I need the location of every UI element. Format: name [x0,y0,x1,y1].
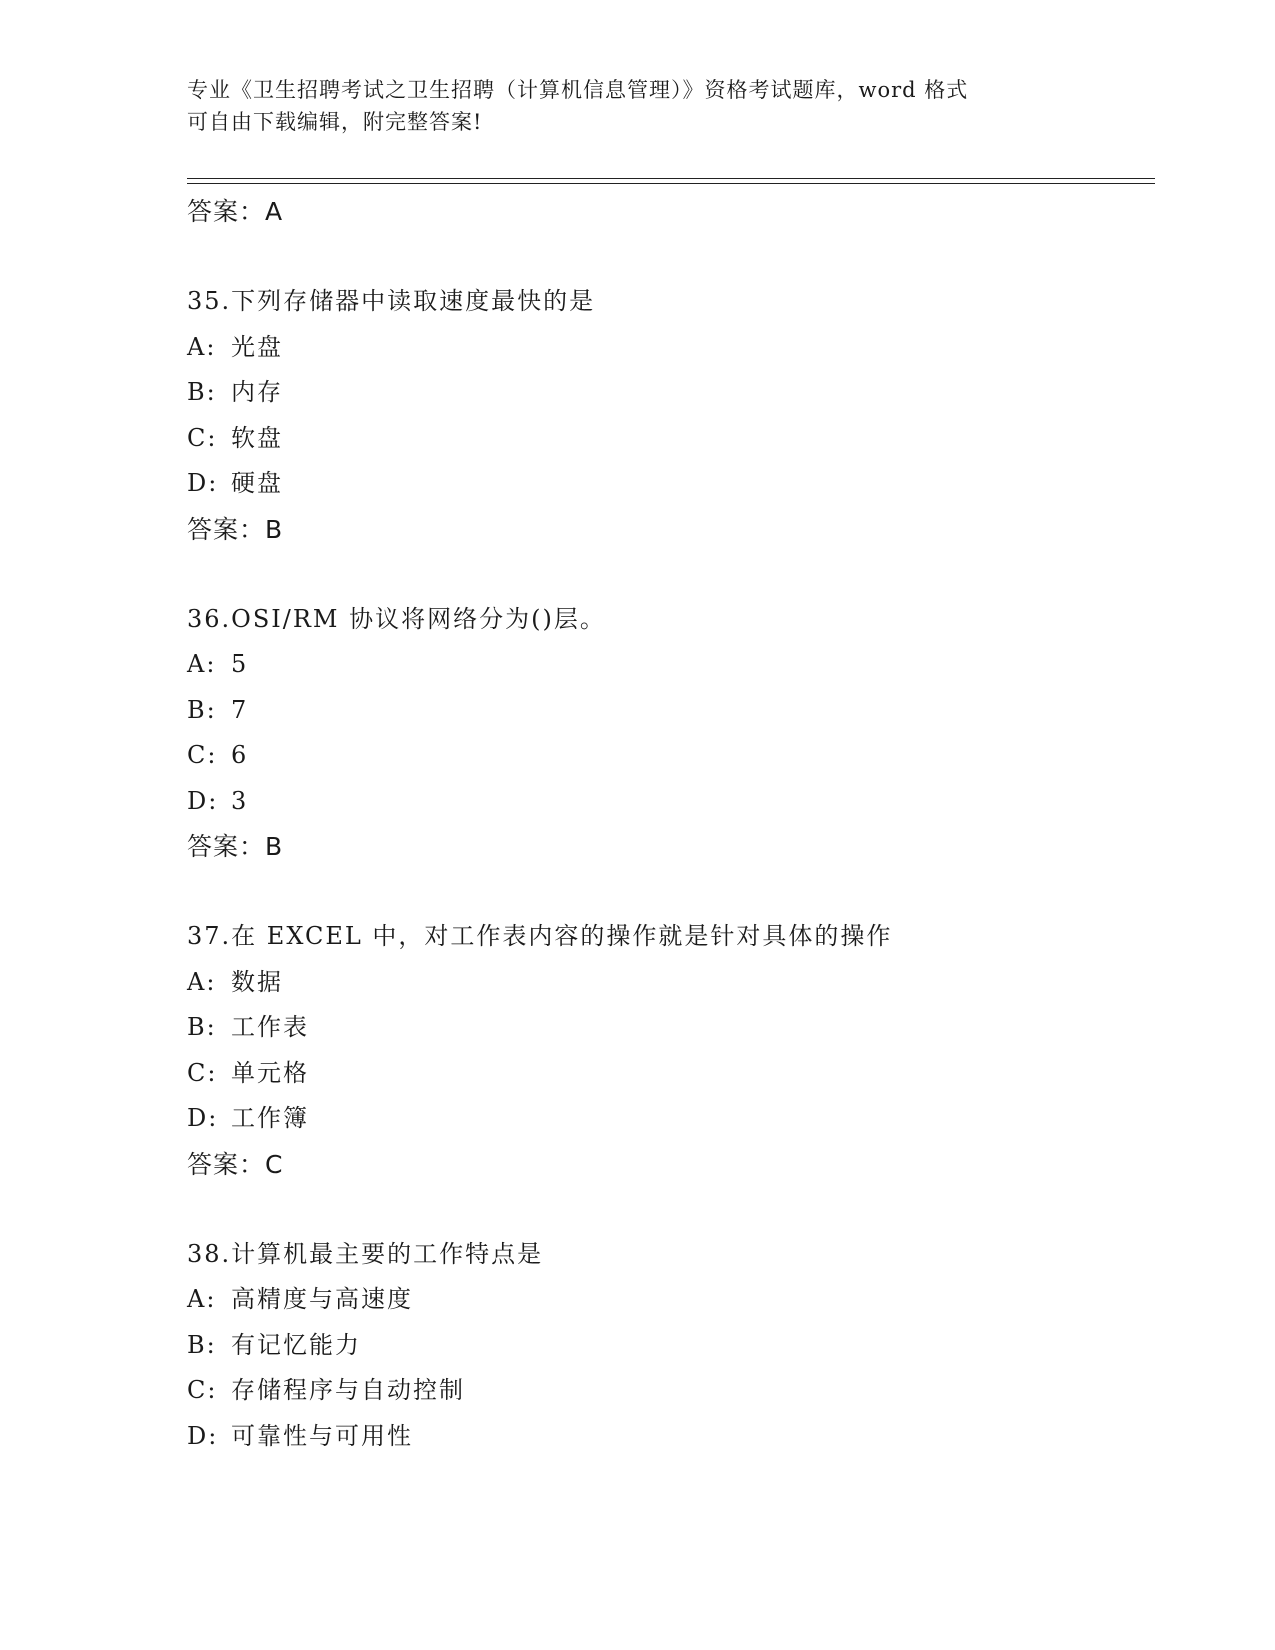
header-line-1: 专业《卫生招聘考试之卫生招聘（计算机信息管理）》资格考试题库，word 格式 [187,78,969,102]
option-a [187,1277,1147,1323]
option-a [187,325,1147,371]
option-letter: A: [187,650,217,678]
option-letter: C: [187,1376,218,1404]
option-b [187,370,1147,416]
option-text: 硬盘 [231,469,283,497]
question-list [187,189,1147,1459]
option-letter: D: [187,469,219,497]
option-letter: C: [187,741,218,769]
option-letter: A: [187,1285,217,1313]
option-text: 内存 [231,378,283,406]
option-text: 工作簿 [231,1104,309,1132]
option-text: 可靠性与可用性 [231,1421,413,1450]
question-37: 37.在 EXCEL 中，对工作表内容的操作就是针对具体的操作 [187,922,893,950]
option-letter: B: [187,1013,217,1041]
option-c [187,1368,1147,1414]
option-text: 5 [231,650,249,678]
header-rule-top [187,178,1155,179]
option-c [187,733,1147,779]
option-text: 单元格 [231,1058,309,1087]
option-text: 6 [231,741,249,769]
option-text: 存储程序与自动控制 [231,1376,465,1404]
answer-label: 答案：C [187,1149,284,1179]
option-text: 3 [231,786,249,815]
option-letter: B: [187,378,217,406]
document-header [187,74,1067,138]
option-b [187,1323,1147,1369]
option-text: 高精度与高速度 [231,1285,413,1313]
answer-label: 答案：B [187,514,284,544]
option-letter: B: [187,1330,217,1359]
option-d [187,461,1147,507]
question-36: 36.OSI/RM 协议将网络分为()层。 [187,604,606,633]
option-c [187,416,1147,462]
option-d [187,779,1147,825]
answer-label: 答案：B [187,832,284,861]
option-letter: C: [187,423,218,452]
option-letter: A: [187,332,217,361]
option-text: 光盘 [231,332,283,361]
option-letter: D: [187,1421,219,1450]
option-b [187,1005,1147,1051]
option-text: 数据 [231,967,283,996]
option-d [187,1414,1147,1460]
option-letter: A: [187,967,217,996]
option-a [187,642,1147,688]
header-line-2: 可自由下载编辑，附完整答案! [187,110,483,134]
option-letter: C: [187,1058,218,1087]
option-text: 有记忆能力 [231,1330,361,1359]
option-text: 7 [231,695,249,724]
option-letter: D: [187,786,219,815]
question-35: 35.下列存储器中读取速度最快的是 [187,287,596,315]
option-a [187,960,1147,1006]
option-d [187,1096,1147,1142]
option-letter: D: [187,1104,219,1132]
option-c [187,1051,1147,1097]
option-letter: B: [187,695,217,724]
option-text: 工作表 [231,1013,309,1041]
answer-label: 答案：A [187,197,284,226]
option-b [187,688,1147,734]
option-text: 软盘 [231,423,283,452]
header-rule-bottom [187,183,1155,184]
question-38: 38.计算机最主要的工作特点是 [187,1239,544,1268]
